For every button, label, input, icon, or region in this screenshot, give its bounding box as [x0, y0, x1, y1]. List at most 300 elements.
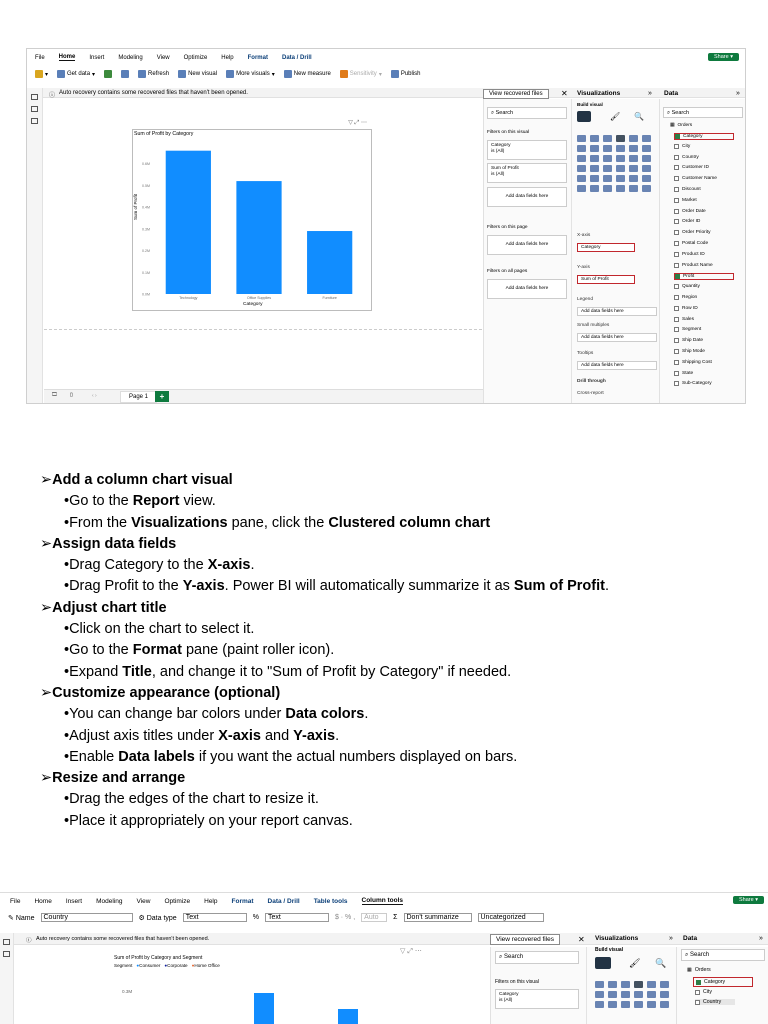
- visual-type-gallery: [577, 135, 652, 192]
- visual-type-icon[interactable]: [642, 165, 651, 172]
- step-bullet: [40, 555, 740, 576]
- add-page-button[interactable]: +: [155, 391, 169, 402]
- data-search-placeholder-2: Search: [690, 952, 710, 958]
- filter-card-category-2[interactable]: [495, 989, 579, 1009]
- visual-type-icon[interactable]: [577, 135, 586, 142]
- y-tick-label: 0.5M: [142, 183, 150, 188]
- arrow-bullet-icon: ➢: [40, 535, 53, 552]
- visual-type-icon[interactable]: [590, 155, 599, 162]
- refresh-label: Refresh: [148, 71, 170, 77]
- analytics-icon-2[interactable]: 🔍: [655, 958, 667, 968]
- step-bullet: [40, 811, 740, 832]
- visual-type-icon[interactable]: [629, 175, 638, 182]
- y-tick-label: 0.0M: [142, 292, 150, 297]
- bullet-text: Adjust axis titles under: [69, 727, 219, 744]
- tooltips-well[interactable]: Add data fields here: [577, 361, 657, 370]
- field-market[interactable]: [674, 198, 697, 203]
- data-search-placeholder: Search: [671, 110, 690, 116]
- visual-type-icon[interactable]: [577, 185, 586, 192]
- yaxis-well[interactable]: Sum of Profit: [577, 275, 635, 284]
- data-search-input-2[interactable]: ⌕ Search: [681, 949, 765, 961]
- visual-type-icon[interactable]: [577, 175, 586, 182]
- visual-type-icon[interactable]: [577, 165, 586, 172]
- table-view-icon[interactable]: [31, 106, 38, 112]
- menu-bar-2: [10, 897, 417, 905]
- datatype-select[interactable]: Text: [183, 913, 247, 922]
- bullet-icon: •: [64, 578, 70, 595]
- datatype-label-text: Data type: [146, 914, 177, 922]
- build-visual-label-2: Build visual: [595, 947, 624, 953]
- filter-drop-visual[interactable]: Add data fields here: [487, 187, 567, 207]
- field-city-checkbox-2[interactable]: [695, 990, 700, 995]
- menu2-modeling[interactable]: Modeling: [96, 897, 123, 905]
- excel-icon: [104, 70, 112, 78]
- visual-type-icon[interactable]: [642, 135, 651, 142]
- bar-furniture[interactable]: [307, 231, 352, 294]
- visual-type-icon[interactable]: [590, 145, 599, 152]
- powerbi-screenshot-1: [26, 48, 746, 404]
- step-heading-text: Resize and arrange: [52, 770, 186, 787]
- visual-type-icon[interactable]: [608, 991, 617, 998]
- x-tick-label: Furniture: [322, 296, 337, 300]
- visual-type-icon[interactable]: [634, 981, 643, 988]
- field-checkbox[interactable]: [674, 209, 679, 214]
- view-recovered-button[interactable]: View recovered files: [483, 89, 549, 99]
- field-profit[interactable]: [674, 273, 734, 280]
- step-heading: [40, 683, 740, 704]
- visual-type-icon[interactable]: [621, 981, 630, 988]
- visual-type-icon[interactable]: [616, 135, 625, 142]
- filters-visual-heading-2: Filters on this visual: [495, 979, 539, 985]
- filter-drop-all[interactable]: Add data fields here: [487, 279, 567, 299]
- visual-type-icon[interactable]: [642, 155, 651, 162]
- share-label-2: Share: [739, 897, 754, 903]
- field-country-checkbox-2[interactable]: [695, 1000, 700, 1005]
- small-multiples-well[interactable]: Add data fields here: [577, 333, 657, 342]
- step-bullet: [40, 747, 740, 768]
- field-sales[interactable]: [674, 317, 694, 322]
- bullet-text: view.: [179, 493, 216, 510]
- field-label: City: [682, 143, 691, 149]
- menu-help[interactable]: Help: [221, 54, 234, 61]
- bold-term: Data labels: [118, 748, 195, 765]
- visual-type-icon[interactable]: [642, 145, 651, 152]
- field-sub-category[interactable]: [674, 381, 712, 386]
- chart2-bar-2: [338, 1009, 358, 1024]
- analytics-icon[interactable]: 🔍: [634, 112, 644, 121]
- step-bullet: [40, 789, 740, 810]
- menu-data-drill[interactable]: Data / Drill: [281, 54, 312, 61]
- table-orders-label-2: Orders: [694, 967, 711, 973]
- mobile-layout-icon[interactable]: ▯: [70, 392, 73, 398]
- visual-type-icon[interactable]: [603, 155, 612, 162]
- xaxis-well[interactable]: Category: [577, 243, 635, 252]
- field-label: Profit: [683, 274, 695, 280]
- bullet-text: and: [260, 727, 294, 744]
- field-checkbox[interactable]: [674, 176, 679, 181]
- menu2-file[interactable]: File: [10, 897, 21, 905]
- page-tab[interactable]: Page 1: [120, 391, 157, 403]
- close-icon-2[interactable]: ✕: [578, 935, 585, 944]
- filters-search-input[interactable]: ⌕ Search: [487, 107, 567, 119]
- visual-type-icon[interactable]: [647, 1001, 656, 1008]
- name-input[interactable]: Country: [41, 913, 133, 922]
- field-category-2[interactable]: [693, 977, 753, 987]
- field-checkbox[interactable]: [674, 252, 679, 257]
- legend-title: Segment: [114, 963, 133, 968]
- cross-report-label: Cross-report: [577, 391, 604, 396]
- menu2-optimize[interactable]: Optimize: [164, 897, 191, 905]
- bullet-icon: •: [64, 557, 70, 574]
- bullet-text: . Power BI will automatically summarize it as: [224, 578, 514, 595]
- format-select[interactable]: Text: [265, 913, 329, 922]
- format-visual-icon-2[interactable]: 🖌: [629, 958, 641, 968]
- bullet-icon: •: [64, 812, 70, 829]
- focus-icon[interactable]: ⤢: [354, 120, 360, 126]
- onelake-icon: [121, 70, 129, 78]
- legend-well[interactable]: Add data fields here: [577, 307, 657, 316]
- menu2-home[interactable]: Home: [34, 897, 52, 905]
- field-ship-mode[interactable]: [674, 349, 705, 354]
- visual-type-icon[interactable]: [616, 145, 625, 152]
- decimal-input[interactable]: Auto: [361, 913, 387, 922]
- more-icon[interactable]: ⋯: [361, 120, 367, 126]
- info-icon: ⓘ: [49, 93, 56, 99]
- filter-card-category[interactable]: [487, 140, 567, 160]
- visual-type-icon[interactable]: [616, 165, 625, 172]
- menu2-format[interactable]: Format: [231, 897, 254, 905]
- visual-type-icon[interactable]: [590, 135, 599, 142]
- field-checkbox[interactable]: [674, 360, 679, 365]
- arrow-bullet-icon: ➢: [40, 599, 53, 616]
- visual-type-icon[interactable]: [647, 991, 656, 998]
- summarize-select[interactable]: Don't summarize: [404, 913, 472, 922]
- filters-search-input-2[interactable]: ⌕ Search: [495, 951, 579, 964]
- page-bar: [44, 389, 505, 403]
- onelake-tool[interactable]: [121, 70, 129, 78]
- field-checkbox[interactable]: [675, 274, 680, 279]
- filter-card-profit[interactable]: [487, 163, 567, 183]
- menu2-table-tools[interactable]: Table tools: [313, 897, 348, 905]
- share-button[interactable]: Share ▾: [708, 53, 739, 61]
- field-checkbox[interactable]: [674, 230, 679, 235]
- field-checkbox[interactable]: [674, 263, 679, 268]
- publish-icon: [391, 70, 399, 78]
- close-icon[interactable]: ✕: [561, 89, 568, 98]
- get-data-label: Get data: [67, 71, 91, 77]
- report-view-icon[interactable]: [31, 94, 38, 100]
- field-product-id[interactable]: [674, 252, 705, 257]
- field-state[interactable]: [674, 371, 693, 376]
- category-select[interactable]: Uncategorized: [478, 913, 544, 922]
- field-label: Product Name: [682, 262, 713, 268]
- desktop-layout-icon[interactable]: 🖵: [52, 392, 57, 398]
- step-heading: [40, 598, 740, 619]
- format-visual-icon[interactable]: 🖌: [610, 112, 621, 121]
- bullet-text: .: [250, 557, 255, 574]
- bold-term: Report: [132, 493, 180, 510]
- field-discount[interactable]: [674, 187, 701, 192]
- visual-type-icon[interactable]: [647, 981, 656, 988]
- refresh-button[interactable]: [138, 70, 169, 78]
- field-checkbox[interactable]: [675, 134, 680, 139]
- visual-type-gallery-2: [595, 981, 670, 1008]
- menu-home[interactable]: Home: [58, 54, 76, 60]
- powerbi-screenshot-2: [0, 892, 768, 1024]
- visual-type-icon[interactable]: [608, 981, 617, 988]
- visual-type-icon[interactable]: [590, 185, 599, 192]
- legend-dot-consumer: ●: [136, 963, 140, 968]
- field-label: Region: [682, 295, 698, 300]
- visual-type-icon[interactable]: [577, 155, 586, 162]
- bullet-text: if you want the actual numbers displayed on bars.: [194, 748, 518, 765]
- bullet-text: Expand: [69, 663, 123, 680]
- filters-search-placeholder-2: Search: [504, 954, 524, 960]
- share-button-2[interactable]: Share ▾: [733, 896, 764, 904]
- table-icon-2: ▦: [687, 967, 692, 973]
- bar-office-supplies[interactable]: [236, 181, 281, 294]
- menu2-insert[interactable]: Insert: [65, 897, 83, 905]
- visual-type-icon[interactable]: [629, 155, 638, 162]
- bullet-icon: •: [64, 663, 70, 680]
- model-view-icon[interactable]: [31, 118, 38, 124]
- field-checkbox[interactable]: [674, 317, 679, 322]
- visual-type-icon[interactable]: [590, 165, 599, 172]
- build-visual-icon[interactable]: [577, 111, 591, 122]
- menu-modeling[interactable]: Modeling: [118, 54, 143, 61]
- field-checkbox[interactable]: [674, 349, 679, 354]
- bullet-text: You can change bar colors under: [69, 706, 286, 723]
- field-category[interactable]: [674, 133, 734, 140]
- field-label: Ship Mode: [682, 349, 705, 354]
- field-checkbox[interactable]: [674, 187, 679, 192]
- visual-type-icon[interactable]: [595, 981, 604, 988]
- visual-type-icon[interactable]: [608, 1001, 617, 1008]
- bullet-text: pane, click the: [227, 514, 329, 531]
- field-checkbox[interactable]: [674, 295, 679, 300]
- bold-term: Y-axis: [293, 727, 336, 744]
- bullet-text: Enable: [69, 748, 119, 765]
- bullet-text: pane (paint roller icon).: [181, 642, 335, 659]
- menu-format[interactable]: Format: [247, 54, 268, 61]
- refresh-icon: [138, 70, 146, 78]
- bold-term: X-axis: [218, 727, 261, 744]
- collapse-data-icon[interactable]: »: [736, 90, 740, 97]
- y-tick-label: 0.4M: [142, 205, 150, 210]
- field-postal-code[interactable]: [674, 241, 708, 246]
- table-view-icon-2[interactable]: [3, 951, 10, 957]
- visual-type-icon[interactable]: [603, 135, 612, 142]
- visual-type-icon[interactable]: [660, 981, 669, 988]
- field-order-date[interactable]: [674, 209, 706, 214]
- collapse-viz-icon-2[interactable]: »: [669, 935, 673, 942]
- visual-type-icon[interactable]: [629, 165, 638, 172]
- field-checkbox[interactable]: [674, 306, 679, 311]
- collapse-viz-icon[interactable]: »: [648, 90, 652, 97]
- share-label: Share: [714, 54, 729, 60]
- field-checkbox[interactable]: [674, 381, 679, 386]
- build-visual-icon-2[interactable]: [595, 957, 611, 969]
- visual-type-icon[interactable]: [634, 1001, 643, 1008]
- column-chart-visual[interactable]: [132, 120, 372, 311]
- visual-type-icon[interactable]: [629, 185, 638, 192]
- bullet-icon: •: [64, 748, 70, 765]
- sensitivity-button[interactable]: Sensitivity ▾: [340, 70, 382, 78]
- report-canvas[interactable]: [44, 99, 482, 389]
- field-label: Postal Code: [682, 241, 709, 246]
- visual-type-icon[interactable]: [603, 165, 612, 172]
- visual-type-icon[interactable]: [603, 145, 612, 152]
- y-tick-label: 0.3M: [142, 227, 150, 232]
- field-checkbox[interactable]: [674, 144, 679, 149]
- filter-drop-page[interactable]: Add data fields here: [487, 235, 567, 255]
- menu2-view[interactable]: View: [136, 897, 151, 905]
- field-row-id[interactable]: [674, 306, 698, 311]
- new-visual-button[interactable]: [178, 70, 217, 78]
- publish-button[interactable]: [391, 70, 421, 78]
- visual-type-icon[interactable]: [660, 1001, 669, 1008]
- field-label: Order Priority: [682, 230, 711, 236]
- visual-type-icon[interactable]: [621, 1001, 630, 1008]
- menu-insert[interactable]: Insert: [89, 54, 105, 61]
- view-recovered-button-2[interactable]: View recovered files: [490, 934, 560, 945]
- data-pane: [659, 90, 746, 403]
- field-country[interactable]: [674, 155, 699, 160]
- visual-type-icon[interactable]: [616, 175, 625, 182]
- bold-term: Format: [132, 642, 182, 659]
- field-category-checkbox-2[interactable]: [696, 980, 701, 985]
- field-city-2[interactable]: [695, 989, 712, 995]
- yaxis-label: Y-axis: [577, 265, 590, 270]
- menu2-column-tools[interactable]: Column tools: [361, 897, 404, 904]
- visual-header-icons-2: ▽ ⤢ ⋯: [400, 948, 422, 955]
- bullet-text: Go to the: [69, 642, 133, 659]
- field-ship-date[interactable]: [674, 338, 703, 343]
- field-segment[interactable]: [674, 327, 701, 332]
- field-checkbox[interactable]: [674, 219, 679, 224]
- arrow-bullet-icon: ➢: [40, 684, 53, 701]
- field-country-2[interactable]: [695, 999, 735, 1005]
- collapse-data-icon-2[interactable]: »: [759, 935, 763, 942]
- sensitivity-icon: [340, 70, 348, 78]
- bullet-icon: •: [64, 727, 70, 744]
- chart2-ytick: 0.3M: [122, 989, 133, 994]
- visual-type-icon[interactable]: [621, 991, 630, 998]
- step-bullet: [40, 576, 740, 597]
- field-customer-id[interactable]: [674, 165, 709, 170]
- step-heading-text: Customize appearance (optional): [52, 684, 281, 701]
- legend-home-office-label: Home Office: [194, 963, 220, 968]
- field-checkbox[interactable]: [674, 165, 679, 170]
- new-measure-button[interactable]: [284, 70, 331, 78]
- field-checkbox[interactable]: [674, 338, 679, 343]
- bullet-text: Go to the: [69, 493, 133, 510]
- visual-type-icon[interactable]: [634, 991, 643, 998]
- field-region[interactable]: [674, 295, 697, 300]
- visual-type-icon[interactable]: [660, 991, 669, 998]
- visual-type-icon[interactable]: [603, 185, 612, 192]
- visual-type-icon[interactable]: [616, 155, 625, 162]
- filter-icon[interactable]: ▽: [348, 120, 353, 126]
- bar-technology[interactable]: [166, 151, 211, 294]
- field-order-id[interactable]: [674, 219, 700, 224]
- field-city[interactable]: [674, 144, 690, 149]
- field-customer-name[interactable]: [674, 176, 717, 181]
- visual-type-icon[interactable]: [642, 185, 651, 192]
- field-quantity[interactable]: [674, 284, 700, 289]
- bullet-icon: •: [64, 791, 70, 808]
- more-visuals-button[interactable]: More visuals ▾: [226, 70, 275, 78]
- menu2-help[interactable]: Help: [204, 897, 218, 905]
- field-checkbox[interactable]: [674, 198, 679, 203]
- bullet-text: Drag Profit to the: [69, 578, 183, 595]
- field-checkbox[interactable]: [674, 155, 679, 160]
- chart-icon: [178, 70, 186, 78]
- paste-tool[interactable]: ▾: [35, 70, 48, 78]
- menu-file[interactable]: File: [35, 54, 45, 61]
- visual-type-icon[interactable]: [590, 175, 599, 182]
- visual-type-icon[interactable]: [595, 1001, 604, 1008]
- visual-type-icon[interactable]: [577, 145, 586, 152]
- visual-type-icon[interactable]: [595, 991, 604, 998]
- page-nav-arrows[interactable]: ‹ ›: [92, 393, 97, 399]
- field-label: Quantity: [682, 284, 700, 290]
- info-text: Auto recovery contains some recovered files that haven't been opened.: [59, 90, 248, 96]
- visual-type-icon[interactable]: [616, 185, 625, 192]
- calculator-icon: [284, 70, 292, 78]
- field-label: Discount: [682, 187, 701, 192]
- table-orders[interactable]: [670, 123, 692, 128]
- table-icon: ▦: [670, 123, 675, 128]
- field-checkbox[interactable]: [674, 327, 679, 332]
- chart2-bar-1: [254, 993, 274, 1024]
- menu-view[interactable]: View: [156, 54, 170, 61]
- excel-tool[interactable]: [104, 70, 112, 78]
- menu2-data-drill[interactable]: Data / Drill: [267, 897, 300, 905]
- y-axis-title: Sum of Profit: [133, 193, 138, 220]
- field-shipping-cost[interactable]: [674, 360, 712, 365]
- legend-dot-corporate: ●: [164, 963, 168, 968]
- field-checkbox[interactable]: [674, 241, 679, 246]
- info-bar-2: [0, 933, 768, 945]
- visual-type-icon[interactable]: [629, 145, 638, 152]
- get-data-button[interactable]: Get data ▾: [57, 70, 95, 78]
- field-order-priority[interactable]: [674, 230, 711, 235]
- legend-label: Legend: [577, 297, 594, 302]
- table-orders-2[interactable]: [687, 967, 711, 973]
- currency-icons: $ · % ,: [334, 914, 356, 921]
- y-tick-label: 0.2M: [142, 249, 150, 254]
- field-checkbox[interactable]: [674, 284, 679, 289]
- field-label: Product ID: [682, 251, 705, 257]
- visual-type-icon[interactable]: [642, 175, 651, 182]
- chart-title: Sum of Profit by Category: [134, 131, 194, 137]
- data-search-input[interactable]: ⌕ Search: [663, 107, 743, 118]
- data-pane-2: [676, 935, 768, 1024]
- field-product-name[interactable]: [674, 263, 713, 268]
- menu-optimize[interactable]: Optimize: [183, 54, 208, 61]
- instructions: [40, 470, 740, 832]
- report-view-icon-2[interactable]: [3, 939, 10, 945]
- bullet-text: Drag Category to the: [69, 557, 208, 574]
- field-checkbox[interactable]: [674, 371, 679, 376]
- field-country-label-2: Country: [703, 999, 722, 1005]
- more-visuals-label: More visuals: [236, 71, 270, 77]
- step-bullet: [40, 513, 740, 534]
- visual-type-icon[interactable]: [603, 175, 612, 182]
- legend-item-consumer: [136, 963, 160, 968]
- visual-type-icon[interactable]: [629, 135, 638, 142]
